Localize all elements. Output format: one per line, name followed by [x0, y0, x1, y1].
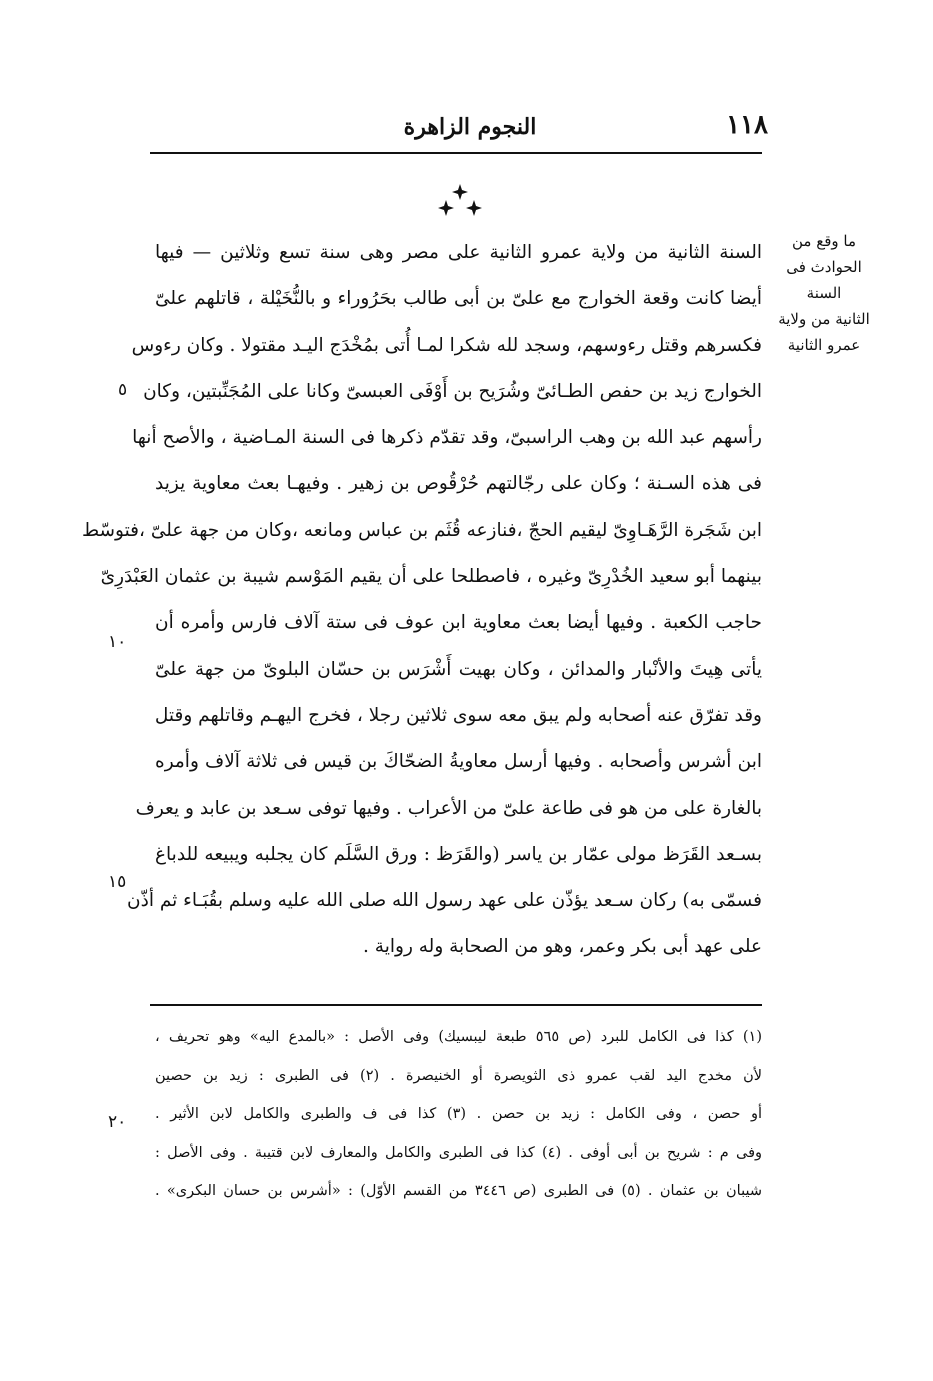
text-line: فسمّى به) ركان سـعد يؤذّن على عهد رسول الله صلى الله عليه وسلم بقُبَـاء ثم أذّن — [127, 890, 762, 912]
footnote-line: (١) كذا فى الكامل للبرد (ص ٥٦٥ طبعة ليبسيك) وفى الأصل : «بالمدع اليه» وهو تحريف ، — [155, 1029, 762, 1045]
line-number: ٥ — [118, 380, 128, 400]
ornament-icon — [436, 182, 484, 218]
text-line: على عهد أبى بكر وعمر، وهو من الصحابة وله رواية . — [363, 936, 762, 958]
text-line: حاجب الكعبة . وفيها أيضا بعث معاوية ابن عوف فى ستة آلاف فارس وأمره أن — [155, 612, 762, 634]
text-line: فى هذه السـنة ؛ وكان على رجّالتهم حُرْقُوص بن زهير . وفيهـا بعث معاوية يزيد — [155, 473, 762, 495]
text-line: بينهما أبو سعيد الخُدْرِىّ وغيره ، فاصطلحا على أن يقيم المَوْسم شيبة بن عثمان العَبْدَرِىّ — [100, 566, 762, 588]
page-number: ١١٨ — [726, 110, 768, 140]
line-number: ١٥ — [108, 872, 127, 892]
margin-note-line: عمرو الثانية — [787, 336, 861, 354]
footnotes — [155, 1018, 762, 1211]
footnote-line: أو حصن ، وفى الكامل : زيد بن حصن . (٣) كذا فى ف والطبرى والكامل لابن الأثير . — [155, 1106, 762, 1122]
text-line: يأتى هِيتَ والأنْبار والمدائن ، وكان بهيت أَشْرَس بن حسّان البلوىّ من جهة علىّ — [155, 658, 762, 680]
text-line: بالغارة على من هو فى طاعة علىّ من الأعراب . وفيها توفى سـعد بن عابد و يعرف — [135, 797, 762, 819]
margin-note-line: ما وقع من — [792, 232, 856, 250]
header-rule — [150, 152, 762, 154]
running-title: النجوم الزاهرة — [403, 114, 537, 140]
margin-note-line: الحوادث فى السنة — [786, 258, 862, 302]
text-line: رأسهم عبد الله بن وهب الراسبىّ، وقد تقدّم ذكرها فى السنة المـاضية ، والأصح أنها — [132, 427, 762, 449]
line-number: ٢٠ — [108, 1112, 127, 1132]
margin-note-line: الثانية من ولاية — [778, 310, 870, 328]
line-number: ١٠ — [108, 632, 127, 652]
text-line: ابن أشرس وأصحابه . وفيها أرسل معاويةُ الضحّاكَ بن قيس فى ثلاثة آلاف وأمره — [155, 751, 762, 773]
footnote-line: وفى م : شريح بن أبى أوفى . (٤) كذا فى الطبرى والكامل والمعارف لابن قتيبة . وفى الأصل : — [155, 1144, 763, 1161]
text-line: وقد تفرّق عنه أصحابه ولم يبق معه سوى ثلاثين رجلا ، فخرج اليهـم وقاتلهم وقتل — [154, 704, 762, 726]
margin-note — [770, 228, 878, 358]
footnote-rule — [150, 1004, 762, 1006]
footnote-line: شيبان بن عثمان . (٥) فى الطبرى (ص ٣٤٤٦ من القسم الأوّل) : «أشرس بن حسان البكرى» . — [155, 1183, 762, 1199]
text-line: الخوارج زيد بن حفص الطـائىّ وشُرَيح بن أَوْفَى العبسىّ وكانا على المُجَنِّبتين، وكان — [143, 380, 762, 402]
text-line: ابن شَجَرة الرَّهَـاوِىّ ليقيم الحجّ ،فنازعه قُثَم بن عباس ومانعه ،وكان من جهة علىّ ،فتوسّط — [81, 519, 762, 541]
text-line: فكسرهم وقتل رءوسهم، وسجد لله شكرا لمـا أُتى بمُخْدَج اليـد مقتولا . وكان رءوس — [131, 334, 762, 356]
text-line: أيضا كانت وقعة الخوارج مع علىّ بن أبى طالب بحَرُوراء و بالنُّخَيْلة ، قاتلهم علىّ — [155, 288, 762, 310]
footnote-line: لأن مخدج اليد لقب عمرو ذى الثويصرة أو الخنيصرة . (٢) فى الطبرى : زيد بن حصين — [155, 1067, 762, 1084]
text-line: بسـعد القَرَظ مولى عمّار بن ياسر (والقَرَظ : ورق السَّلَم كان يجلبه ويبيعه للدباغ — [155, 843, 762, 865]
text-line: السنة الثانية من ولاية عمرو الثانية على مصر وهى سنة تسع وثلاثين — فيها — [155, 242, 762, 263]
